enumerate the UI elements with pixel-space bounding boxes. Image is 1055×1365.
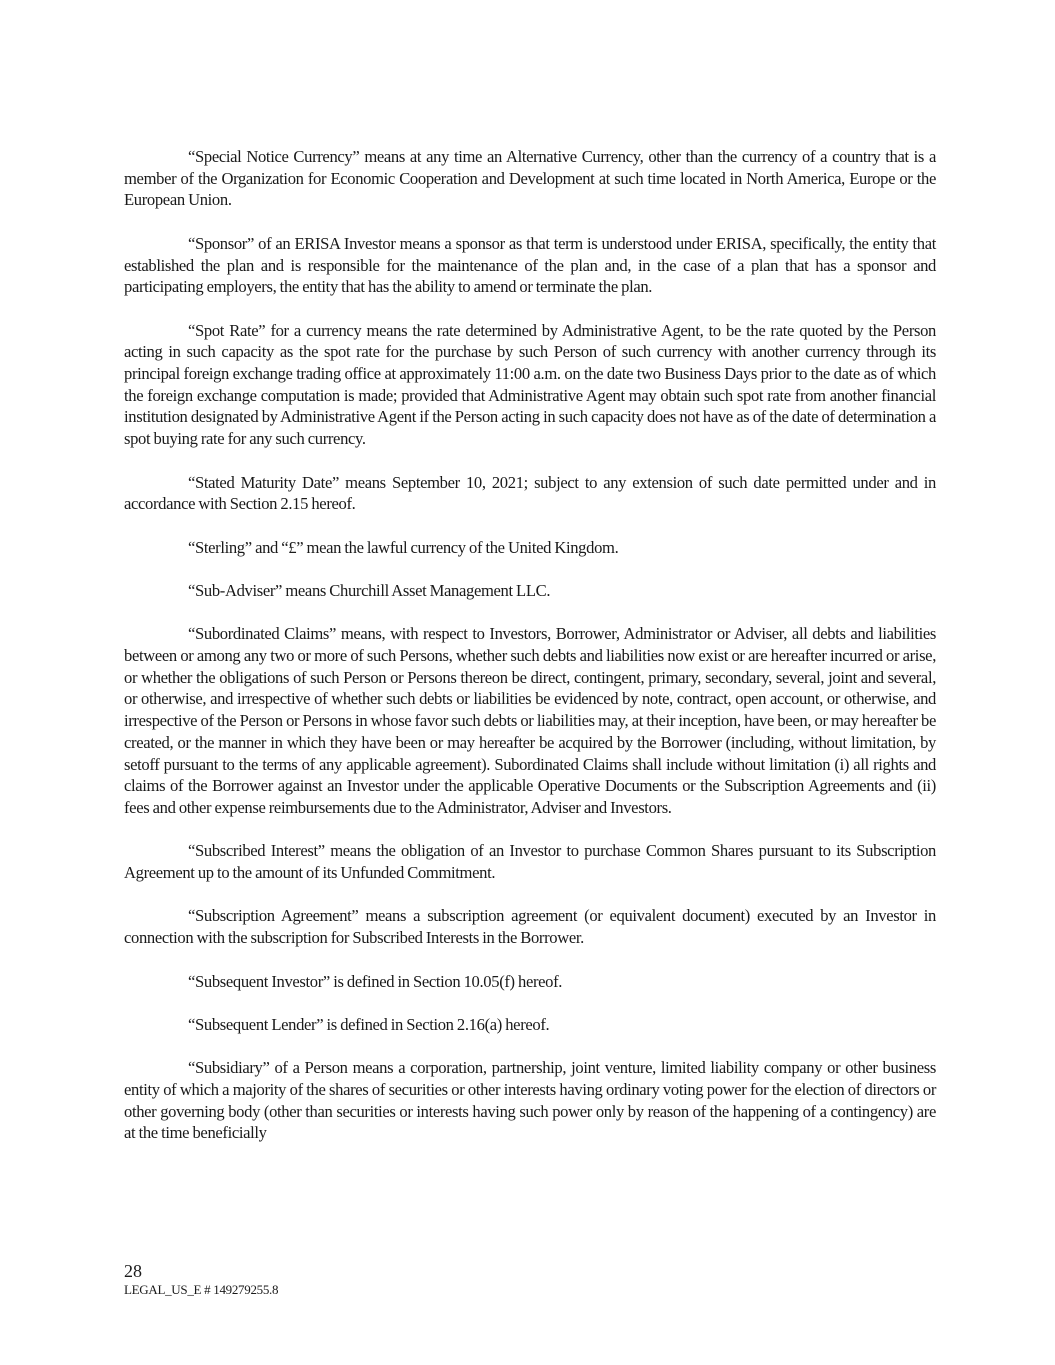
definition-subsidiary: “Subsidiary” of a Person means a corporation, partnership, joint venture, limited liability company or other business entity of which a majority of the shares of securities or other interests having ordinary voting power for the election of directors or other governing body (other than securities or interests having such power only by reason of the happening of a contingency) are at the time beneficially [124, 1058, 936, 1143]
definition-sub-adviser: “Sub-Adviser” means Churchill Asset Management LLC. [188, 580, 551, 600]
document-id: LEGAL_US_E # 149279255.8 [124, 1282, 279, 1297]
definition-sterling: “Sterling” and “£” mean the lawful currency of the United Kingdom. [188, 537, 619, 557]
page-number: 28 [124, 1261, 142, 1281]
definition-subscribed-interest: “Subscribed Interest” means the obligation of an Investor to purchase Common Shares pursuant to its Subscription Agreement up to the amount of its Unfunded Commitment. [124, 841, 936, 883]
definition-special-notice-currency: “Special Notice Currency” means at any time an Alternative Currency, other than the currency of a country that is a member of the Organization for Economic Cooperation and Development at such time located in North America, Europe or the European Union. [124, 147, 936, 210]
definition-sponsor: “Sponsor” of an ERISA Investor means a sponsor as that term is understood under ERISA, specifically, the entity that established the plan and is responsible for the maintenance of the plan and, in the case of a plan that has a sponsor and participating employers, the entity that has the ability to amend or terminate the plan. [124, 233, 936, 297]
definition-spot-rate: “Spot Rate” for a currency means the rate determined by Administrative Agent, to be the rate quoted by the Person acting in such capacity as the spot rate for the purchase by such Person of such currency with another currency through its principal foreign exchange trading office at approximately 11:00 a.m. on the date two Business Days prior to the date as of which the foreign exchange computation is made; provided that Administrative Agent may obtain such spot rate from another financial institution designated by Administrative Agent if the Person acting in such capacity does not have as of the date of determination a spot buying rate for any such currency. [124, 320, 936, 449]
document-body [124, 146, 936, 1166]
definition-subsequent-investor: “Subsequent Investor” is defined in Section 10.05(f) hereof. [188, 971, 563, 991]
definition-subsequent-lender: “Subsequent Lender” is defined in Section 2.16(a) hereof. [188, 1014, 550, 1034]
definition-stated-maturity-date: “Stated Maturity Date” means September 10, 2021; subject to any extension of such date permitted under and in accordance with Section 2.15 hereof. [124, 472, 936, 514]
definition-subscription-agreement: “Subscription Agreement” means a subscription agreement (or equivalent document) executed by an Investor in connection with the subscription for Subscribed Interests in the Borrower. [124, 906, 936, 948]
page-footer [124, 1260, 278, 1298]
definition-subordinated-claims: “Subordinated Claims” means, with respect to Investors, Borrower, Administrator or Adviser, all debts and liabilities between or among any two or more of such Persons, whether such debts and liabilities now exist or are hereafter incurred or arise, or whether the obligations of such Person or Persons thereon be direct, contingent, primary, secondary, several, joint and several, or otherwise, and irrespective of whether such debts or liabilities be evidenced by note, contract, open account, or otherwise, and irrespective of the Person or Persons in whose favor such debts or liabilities may, at their inception, have been, or may hereafter be created, or the manner in which they have been or may hereafter be acquired by the Borrower (including, without limitation, by setoff pursuant to the terms of any applicable agreement). Subordinated Claims shall include without limitation (i) all rights and claims of the Borrower against an Investor under the applicable Operative Documents or the Subscription Agreements and (ii) fees and other expense reimbursements due to the Administrator, Adviser and Investors. [124, 624, 936, 817]
